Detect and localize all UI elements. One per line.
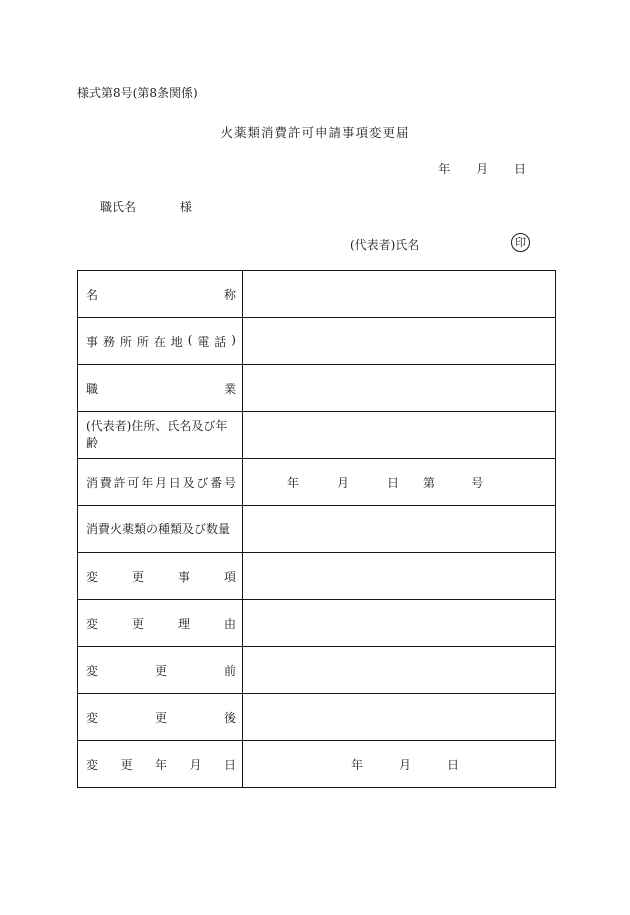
label-char: 番 bbox=[210, 475, 223, 490]
label-char: 月 bbox=[154, 475, 167, 490]
form-row bbox=[78, 600, 556, 647]
value-unit-char: 日 bbox=[387, 475, 400, 490]
label-char: 電 bbox=[197, 334, 210, 349]
form-row bbox=[78, 318, 556, 365]
label-char: 更 bbox=[131, 616, 144, 631]
label-char: 更 bbox=[154, 663, 167, 678]
value-unit-char: 年 bbox=[287, 475, 300, 490]
applicant-name-label: (代表者)氏名 bbox=[350, 238, 420, 252]
form-row bbox=[78, 365, 556, 412]
label-char: 及 bbox=[182, 475, 195, 490]
label-char: 所 bbox=[136, 334, 149, 349]
date-year-label: 年 bbox=[438, 162, 451, 176]
notification-form-table bbox=[77, 270, 556, 788]
label-char: 理 bbox=[177, 616, 190, 631]
row-label bbox=[78, 412, 243, 459]
value-unit-char: 号 bbox=[471, 475, 484, 490]
form-row bbox=[78, 553, 556, 600]
label-char: 変 bbox=[86, 569, 99, 584]
label-char: 日 bbox=[168, 475, 181, 490]
addressee-label: 職氏名 bbox=[100, 200, 137, 214]
label-char: 在 bbox=[153, 334, 166, 349]
row-label bbox=[78, 694, 243, 741]
date-month-label: 月 bbox=[476, 162, 489, 176]
label-char: ( bbox=[187, 332, 193, 347]
label-char: 更 bbox=[154, 710, 167, 725]
row-value-field[interactable] bbox=[243, 365, 556, 412]
label-char: 由 bbox=[223, 616, 236, 631]
value-unit-char: 月 bbox=[399, 757, 412, 772]
addressee-line bbox=[100, 198, 192, 215]
date-day-label: 日 bbox=[513, 162, 526, 176]
document-title: 火薬類消費許可申請事項変更届 bbox=[220, 125, 410, 140]
label-char: 消 bbox=[86, 475, 99, 490]
label-char: 日 bbox=[223, 757, 236, 772]
row-label bbox=[78, 647, 243, 694]
label-char: 名 bbox=[86, 287, 99, 302]
label-char: 業 bbox=[223, 381, 236, 396]
row-value-field[interactable] bbox=[243, 318, 556, 365]
label-char: 号 bbox=[223, 475, 236, 490]
label-char: 話 bbox=[214, 334, 227, 349]
label-char: 変 bbox=[86, 757, 99, 772]
label-text: (代表者)住所、氏名及び年齢 bbox=[86, 419, 228, 450]
row-value-field[interactable] bbox=[243, 600, 556, 647]
date-line bbox=[438, 160, 526, 177]
row-label bbox=[78, 318, 243, 365]
label-char: 務 bbox=[102, 334, 115, 349]
row-value-field[interactable] bbox=[243, 412, 556, 459]
value-unit-char: 月 bbox=[337, 475, 350, 490]
form-row bbox=[78, 271, 556, 318]
label-char: 年 bbox=[141, 475, 154, 490]
label-char: 項 bbox=[223, 569, 236, 584]
label-char: 事 bbox=[86, 334, 99, 349]
row-label bbox=[78, 271, 243, 318]
label-char: 変 bbox=[86, 663, 99, 678]
row-value-field[interactable] bbox=[243, 506, 556, 553]
row-value-field[interactable] bbox=[243, 647, 556, 694]
label-char: 月 bbox=[189, 757, 202, 772]
label-char: 許 bbox=[113, 475, 126, 490]
label-char: 所 bbox=[119, 334, 132, 349]
value-unit-char: 年 bbox=[351, 757, 364, 772]
label-char: 前 bbox=[223, 663, 236, 678]
form-row bbox=[78, 741, 556, 788]
form-row bbox=[78, 694, 556, 741]
form-row bbox=[78, 506, 556, 553]
row-value-field[interactable] bbox=[243, 741, 556, 788]
label-text: 消費火薬類の種類及び数量 bbox=[86, 521, 231, 536]
row-value-field[interactable] bbox=[243, 271, 556, 318]
label-char: び bbox=[196, 475, 209, 490]
addressee-suffix: 様 bbox=[179, 200, 192, 214]
label-char: 変 bbox=[86, 710, 99, 725]
form-row bbox=[78, 412, 556, 459]
value-unit-char: 日 bbox=[447, 757, 460, 772]
label-char: 年 bbox=[154, 757, 167, 772]
row-label bbox=[78, 553, 243, 600]
form-row bbox=[78, 459, 556, 506]
row-label bbox=[78, 600, 243, 647]
label-char: 地 bbox=[170, 334, 183, 349]
label-char: 事 bbox=[177, 569, 190, 584]
label-char: 更 bbox=[131, 569, 144, 584]
label-char: 変 bbox=[86, 616, 99, 631]
value-unit-char: 第 bbox=[423, 475, 436, 490]
row-value-field[interactable] bbox=[243, 694, 556, 741]
form-number: 様式第8号(第8条関係) bbox=[77, 86, 198, 100]
label-char: 費 bbox=[99, 475, 112, 490]
seal-mark: 印 bbox=[511, 233, 530, 252]
label-char: 称 bbox=[223, 287, 236, 302]
row-label bbox=[78, 741, 243, 788]
label-char: 更 bbox=[120, 757, 133, 772]
row-label bbox=[78, 365, 243, 412]
form-row bbox=[78, 647, 556, 694]
label-char: 職 bbox=[86, 381, 99, 396]
row-label bbox=[78, 506, 243, 553]
label-char: 可 bbox=[127, 475, 140, 490]
row-value-field[interactable] bbox=[243, 459, 556, 506]
row-label bbox=[78, 459, 243, 506]
label-char: 後 bbox=[223, 710, 236, 725]
label-char: ) bbox=[231, 332, 236, 347]
row-value-field[interactable] bbox=[243, 553, 556, 600]
